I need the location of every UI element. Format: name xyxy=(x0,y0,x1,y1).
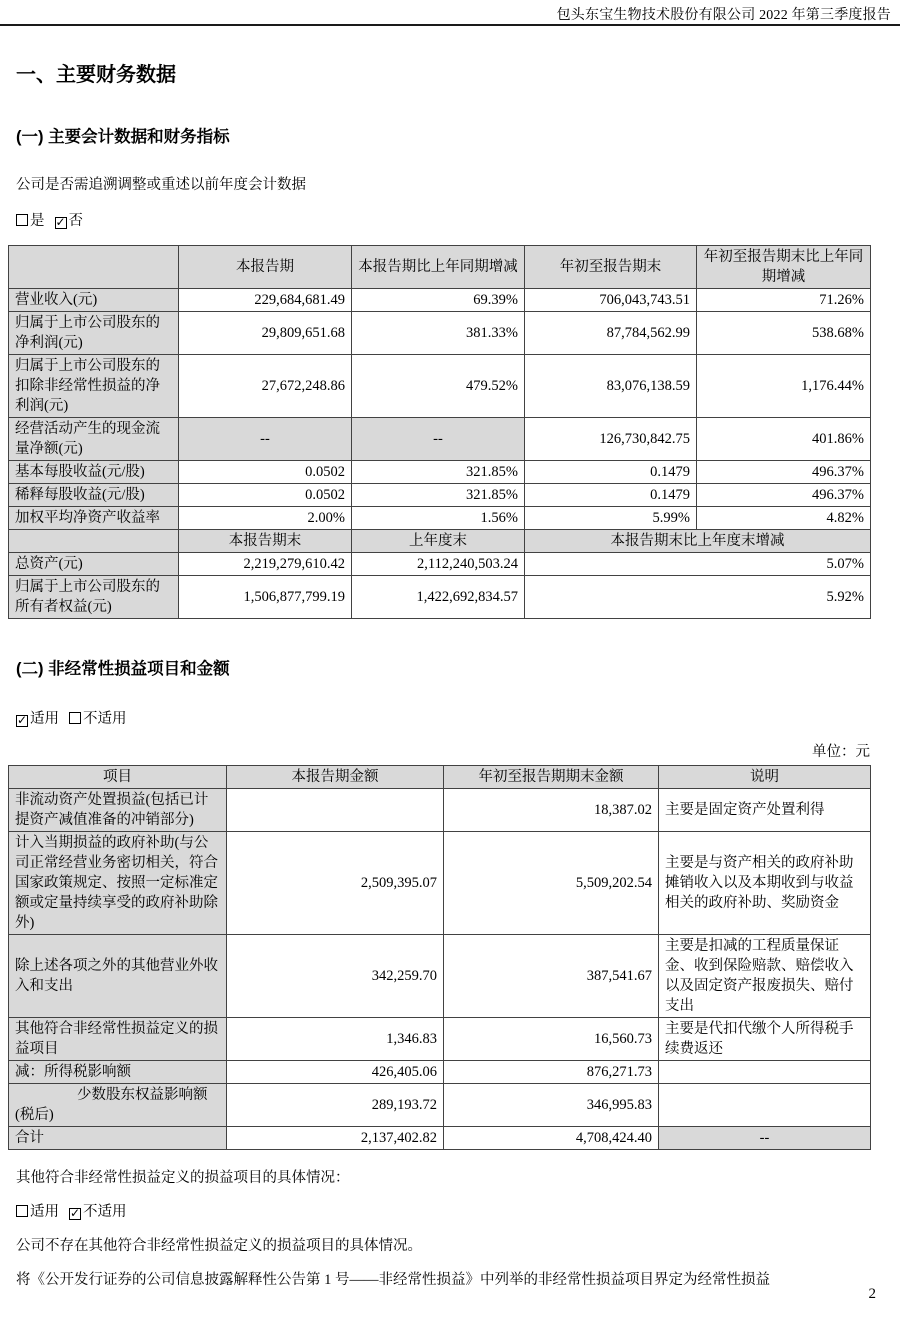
column-header: 说明 xyxy=(659,766,871,789)
section-heading-main: 一、主要财务数据 xyxy=(16,64,176,86)
option-applicable-label: 适用 xyxy=(30,1204,59,1220)
amount-value: 346,995.83 xyxy=(444,1084,659,1127)
table-row xyxy=(9,1127,871,1150)
metric-value: 0.0502 xyxy=(179,461,352,484)
other-items-title: 其他符合非经常性损益定义的损益项目的具体情况： xyxy=(16,1170,350,1186)
column-header: 项目 xyxy=(9,766,227,789)
note-text xyxy=(659,1084,871,1127)
metric-label: 经营活动产生的现金流量净额(元) xyxy=(9,418,179,461)
item-label: 其他符合非经常性损益定义的损益项目 xyxy=(9,1018,227,1061)
metric-value: 1,176.44% xyxy=(697,355,871,418)
column-header: 年初至报告期末比上年同期增减 xyxy=(697,246,871,289)
nonrecurring-items-table xyxy=(8,765,871,1150)
item-label: 计入当期损益的政府补助(与公司正常经营业务密切相关，符合国家政策规定、按照一定标准定额或定量持续享受的政府补助除外) xyxy=(9,832,227,935)
table-row xyxy=(9,1084,871,1127)
table-header-row xyxy=(9,246,871,289)
metric-value: 1,506,877,799.19 xyxy=(179,576,352,619)
table-row xyxy=(9,832,871,935)
checkbox-checked-icon: ✓ xyxy=(55,215,66,229)
applicable-options xyxy=(16,707,870,728)
amount-value: 16,560.73 xyxy=(444,1018,659,1061)
metric-label: 归属于上市公司股东的净利润(元) xyxy=(9,312,179,355)
column-header: 本报告期比上年同期增减 xyxy=(352,246,525,289)
checkbox-checked-icon: ✓ xyxy=(70,1206,81,1220)
metric-value: 381.33% xyxy=(352,312,525,355)
table-header-row xyxy=(9,530,871,553)
metric-label: 归属于上市公司股东的所有者权益(元) xyxy=(9,576,179,619)
column-header: 本报告期金额 xyxy=(227,766,444,789)
option-not-applicable xyxy=(69,711,127,727)
amount-value: 387,541.67 xyxy=(444,935,659,1018)
footer-note-2: 将《公开发行证券的公司信息披露解释性公告第 1 号——非经常性损益》中列举的非经常性损益项目界定为经常性损益 xyxy=(16,1272,770,1288)
column-header: 上年度末 xyxy=(352,530,525,553)
table-row xyxy=(9,1061,871,1084)
checkbox-unchecked-icon xyxy=(16,1205,28,1217)
option-not-applicable xyxy=(69,1204,127,1220)
metric-label: 总资产(元) xyxy=(9,553,179,576)
footer-note-1: 公司不存在其他符合非经常性损益定义的损益项目的具体情况。 xyxy=(16,1238,422,1254)
corner-cell xyxy=(9,530,179,553)
metric-value: 83,076,138.59 xyxy=(525,355,697,418)
metric-value: 496.37% xyxy=(697,461,871,484)
table-row xyxy=(9,418,871,461)
metric-value: 87,784,562.99 xyxy=(525,312,697,355)
metric-value: 0.0502 xyxy=(179,484,352,507)
amount-value: 342,259.70 xyxy=(227,935,444,1018)
item-label: 合计 xyxy=(9,1127,227,1150)
section-heading-a: (一) 主要会计数据和财务指标 xyxy=(16,128,230,146)
option-applicable xyxy=(16,1204,59,1220)
column-header: 本报告期末比上年度末增减 xyxy=(525,530,871,553)
key-financials-table xyxy=(8,245,871,619)
option-applicable xyxy=(16,711,59,727)
table-row xyxy=(9,935,871,1018)
metric-value: 706,043,743.51 xyxy=(525,289,697,312)
amount-value: 289,193.72 xyxy=(227,1084,444,1127)
metric-label: 营业收入(元) xyxy=(9,289,179,312)
option-not-applicable-label: 不适用 xyxy=(83,1204,127,1220)
report-title: 包头东宝生物技术股份有限公司 2022 年第三季度报告 xyxy=(556,8,891,23)
metric-value: 5.07% xyxy=(525,553,871,576)
metric-value: 69.39% xyxy=(352,289,525,312)
item-label: 非流动资产处置损益(包括已计提资产减值准备的冲销部分) xyxy=(9,789,227,832)
page-number: 2 xyxy=(868,1286,876,1302)
metric-value: 0.1479 xyxy=(525,484,697,507)
metric-value: -- xyxy=(352,418,525,461)
option-not-applicable-label: 不适用 xyxy=(83,711,127,727)
metric-value: -- xyxy=(179,418,352,461)
amount-value: 876,271.73 xyxy=(444,1061,659,1084)
metric-value: 2,219,279,610.42 xyxy=(179,553,352,576)
section-heading-b: (二) 非经常性损益项目和金额 xyxy=(16,660,230,678)
amount-value: 2,509,395.07 xyxy=(227,832,444,935)
amount-value: 1,346.83 xyxy=(227,1018,444,1061)
table-row xyxy=(9,553,871,576)
item-label: 除上述各项之外的其他营业外收入和支出 xyxy=(9,935,227,1018)
note-text: 主要是代扣代缴个人所得税手续费返还 xyxy=(659,1018,871,1061)
metric-value: 401.86% xyxy=(697,418,871,461)
note-text: 主要是与资产相关的政府补助摊销收入以及本期收到与收益相关的政府补助、奖励资金 xyxy=(659,832,871,935)
metric-value: 321.85% xyxy=(352,461,525,484)
metric-value: 4.82% xyxy=(697,507,871,530)
table-row xyxy=(9,789,871,832)
metric-value: 71.26% xyxy=(697,289,871,312)
metric-value: 1,422,692,834.57 xyxy=(352,576,525,619)
metric-value: 229,684,681.49 xyxy=(179,289,352,312)
note-text: 主要是固定资产处置利得 xyxy=(659,789,871,832)
metric-value: 0.1479 xyxy=(525,461,697,484)
option-yes-label: 是 xyxy=(30,213,45,229)
table-row xyxy=(9,312,871,355)
table-header-row xyxy=(9,766,871,789)
amount-value xyxy=(227,789,444,832)
other-items-options xyxy=(16,1200,870,1221)
metric-value: 5.92% xyxy=(525,576,871,619)
column-header: 本报告期末 xyxy=(179,530,352,553)
metric-label: 加权平均净资产收益率 xyxy=(9,507,179,530)
column-header: 年初至报告期末 xyxy=(525,246,697,289)
unit-label: 单位：元 xyxy=(812,744,870,760)
metric-value: 321.85% xyxy=(352,484,525,507)
amount-value: 426,405.06 xyxy=(227,1061,444,1084)
metric-value: 29,809,651.68 xyxy=(179,312,352,355)
metric-label: 基本每股收益(元/股) xyxy=(9,461,179,484)
table-row xyxy=(9,576,871,619)
note-text xyxy=(659,1061,871,1084)
table-row xyxy=(9,484,871,507)
corner-cell xyxy=(9,246,179,289)
page-header xyxy=(0,0,900,26)
metric-value: 1.56% xyxy=(352,507,525,530)
column-header: 年初至报告期期末金额 xyxy=(444,766,659,789)
metric-value: 5.99% xyxy=(525,507,697,530)
option-yes xyxy=(16,213,45,229)
metric-value: 126,730,842.75 xyxy=(525,418,697,461)
option-applicable-label: 适用 xyxy=(30,711,59,727)
metric-value: 2.00% xyxy=(179,507,352,530)
table-row xyxy=(9,507,871,530)
metric-value: 538.68% xyxy=(697,312,871,355)
note-text: 主要是扣减的工程质量保证金、收到保险赔款、赔偿收入以及固定资产报废损失、赔付支出 xyxy=(659,935,871,1018)
checkbox-unchecked-icon xyxy=(16,214,28,226)
table-row xyxy=(9,461,871,484)
amount-value: 4,708,424.40 xyxy=(444,1127,659,1150)
checkbox-checked-icon: ✓ xyxy=(17,713,28,727)
table-row xyxy=(9,355,871,418)
metric-value: 479.52% xyxy=(352,355,525,418)
option-no xyxy=(55,213,84,229)
metric-label: 稀释每股收益(元/股) xyxy=(9,484,179,507)
table-row xyxy=(9,1018,871,1061)
restate-question: 公司是否需追溯调整或重述以前年度会计数据 xyxy=(16,177,306,193)
metric-label: 归属于上市公司股东的扣除非经常性损益的净利润(元) xyxy=(9,355,179,418)
amount-value: 5,509,202.54 xyxy=(444,832,659,935)
table-row xyxy=(9,289,871,312)
page-content xyxy=(0,58,900,1289)
item-label: 减：所得税影响额 xyxy=(9,1061,227,1084)
metric-value: 27,672,248.86 xyxy=(179,355,352,418)
column-header: 本报告期 xyxy=(179,246,352,289)
metric-value: 496.37% xyxy=(697,484,871,507)
option-no-label: 否 xyxy=(68,213,83,229)
metric-value: 2,112,240,503.24 xyxy=(352,553,525,576)
item-label: 少数股东权益影响额(税后) xyxy=(9,1084,227,1127)
checkbox-unchecked-icon xyxy=(69,712,81,724)
restate-options xyxy=(16,209,870,230)
amount-value: 2,137,402.82 xyxy=(227,1127,444,1150)
amount-value: 18,387.02 xyxy=(444,789,659,832)
note-text: -- xyxy=(659,1127,871,1150)
